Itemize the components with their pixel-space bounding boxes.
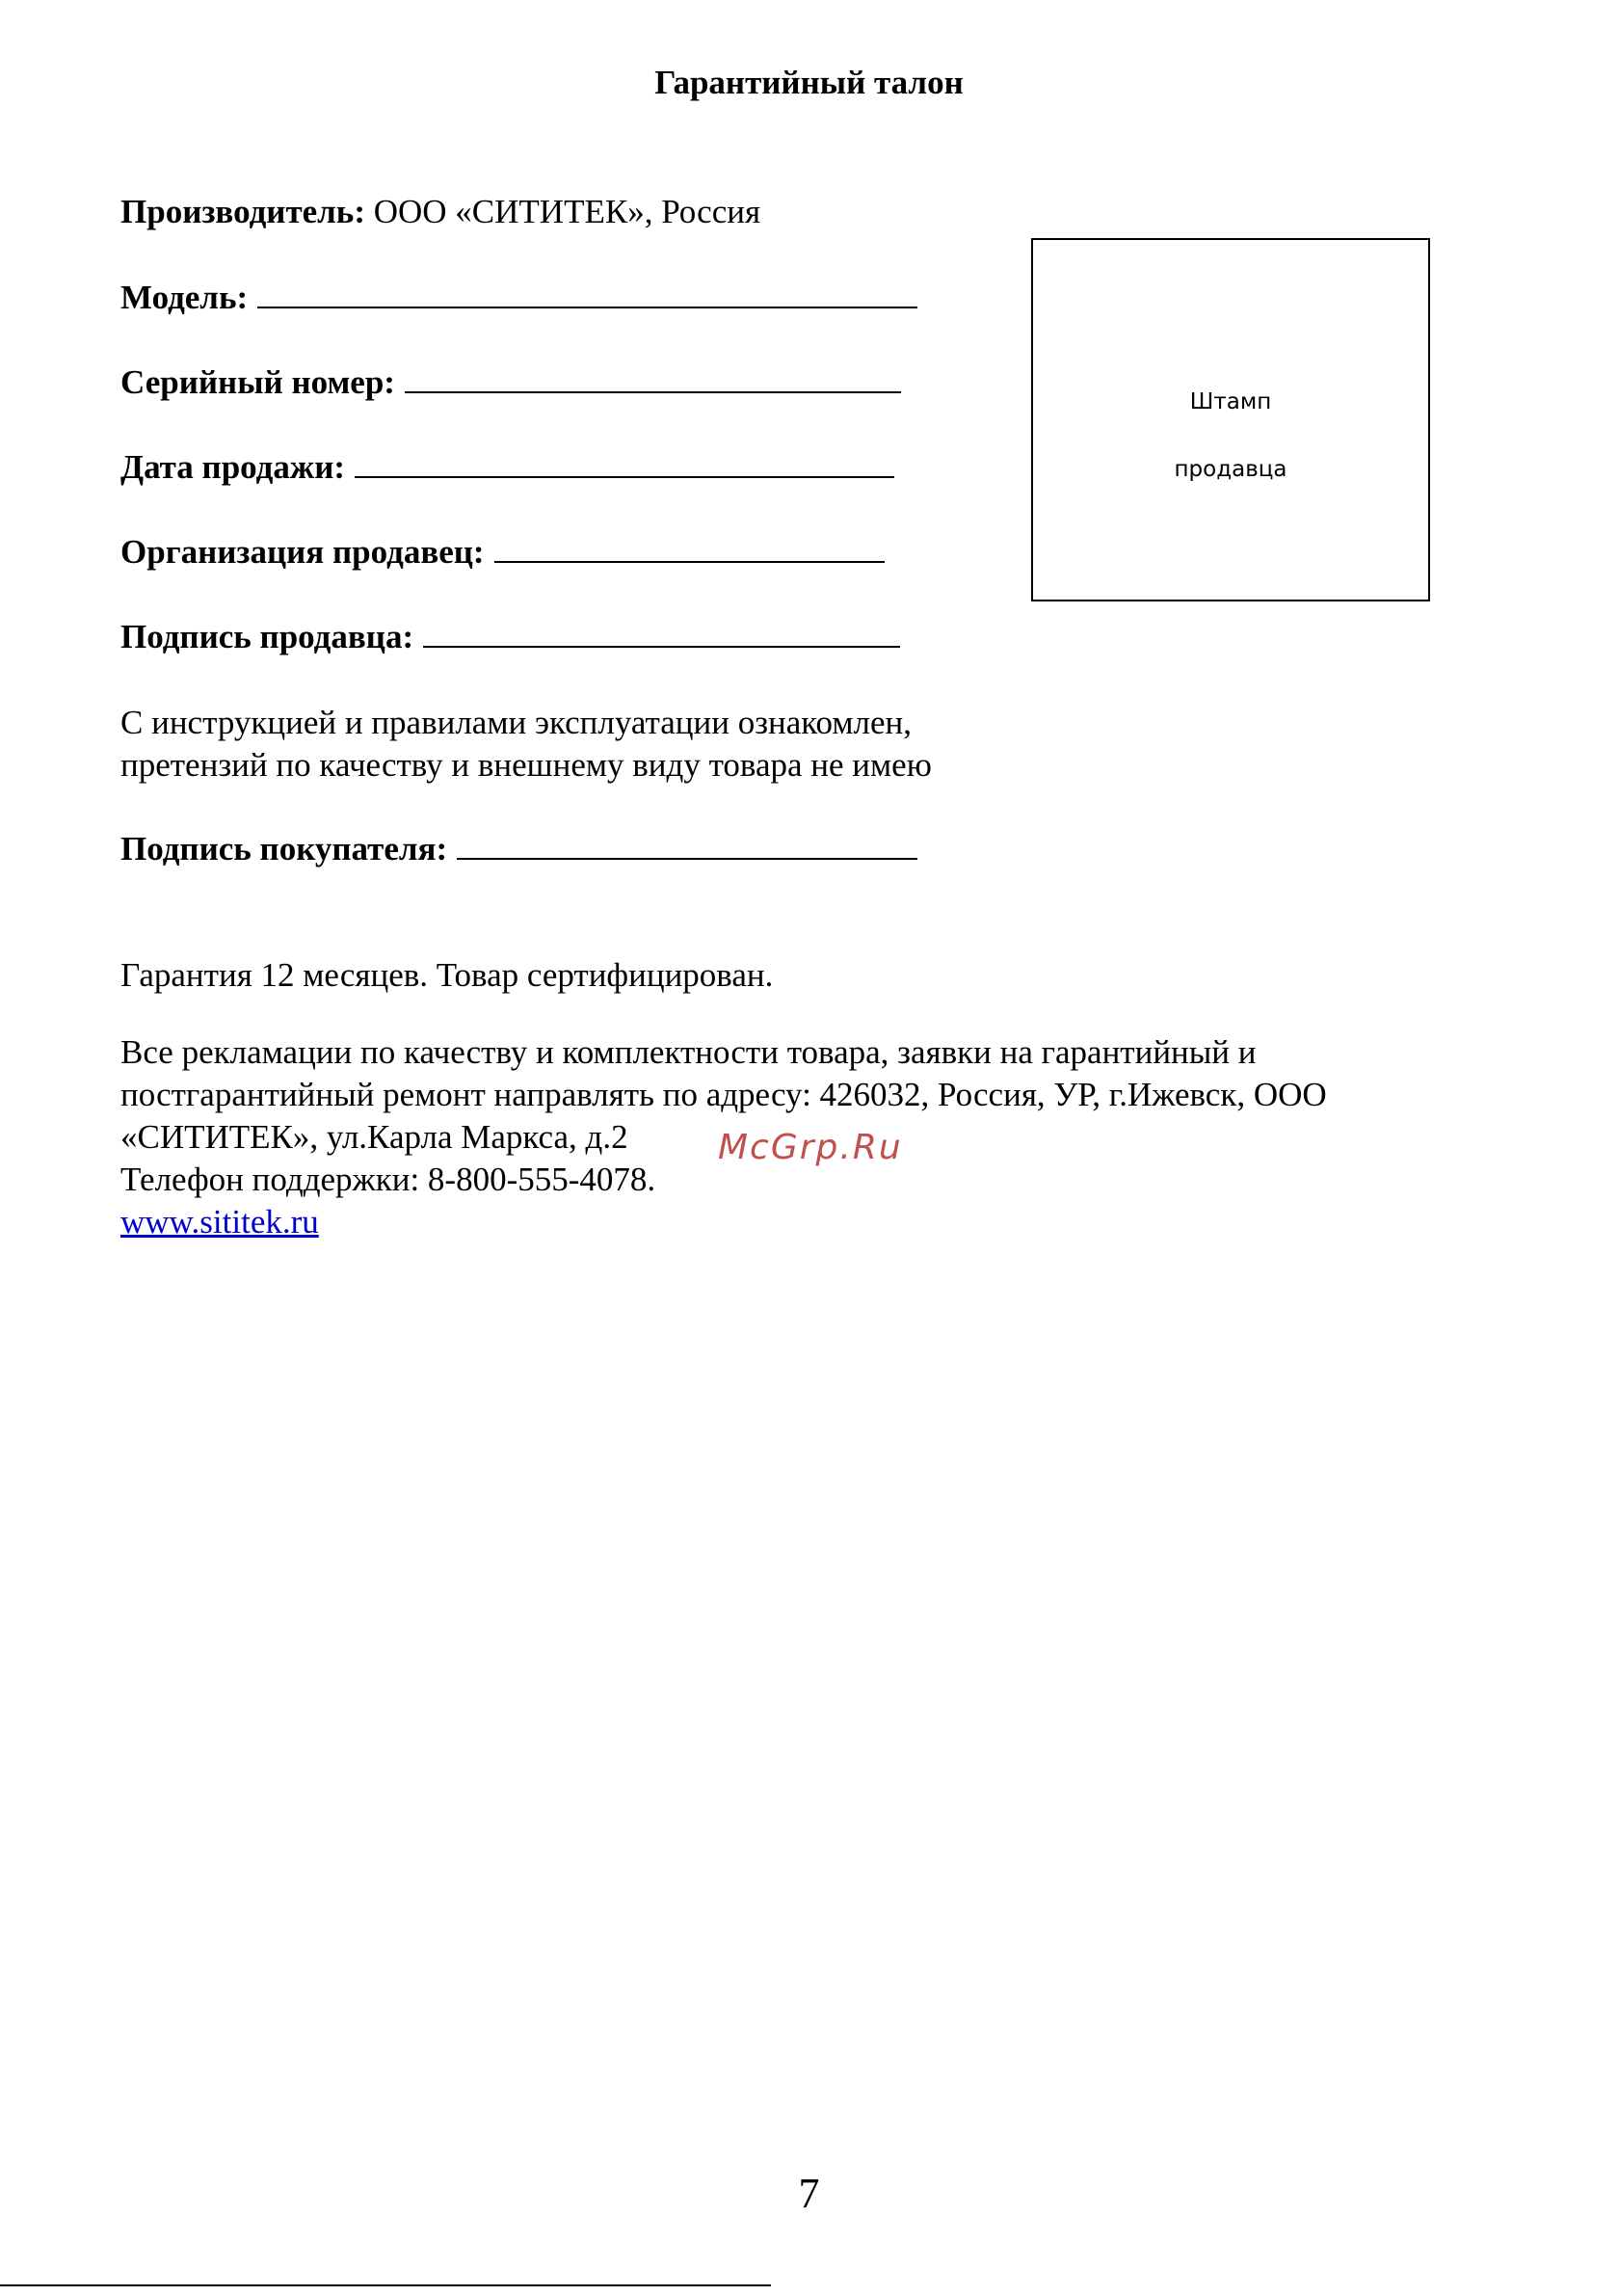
stamp-label-line2: продавца (1174, 457, 1287, 482)
warranty-text: Гарантия 12 месяцев. Товар сертифицирован. (120, 956, 774, 994)
seller-sign-row (120, 617, 900, 656)
seller-org-row (120, 532, 885, 572)
seller-stamp-box (1031, 238, 1430, 601)
sale-date-blank-line (355, 447, 894, 478)
seller-sign-blank-line (423, 617, 900, 648)
seller-sign-label: Подпись продавца: (120, 618, 414, 655)
manufacturer-value: ООО «СИТИТЕК», Россия (373, 193, 761, 230)
buyer-sign-blank-line (457, 829, 917, 860)
buyer-sign-label: Подпись покупателя: (120, 830, 448, 868)
sale-date-label: Дата продажи: (120, 448, 346, 486)
claims-line1: Все рекламации по качеству и комплектности товара, заявки на гарантийный и (120, 1033, 1257, 1071)
sale-date-row (120, 447, 894, 487)
buyer-sign-row (120, 829, 917, 868)
acknowledgement-line2: претензий по качеству и внешнему виду товара не имею (120, 746, 932, 784)
stamp-label-line1: Штамп (1189, 389, 1272, 414)
website-link[interactable]: www.sititek.ru (120, 1203, 319, 1241)
serial-label: Серийный номер: (120, 363, 395, 401)
model-row (120, 278, 917, 317)
page-number: 7 (798, 2170, 820, 2217)
footer-rule (0, 2284, 771, 2286)
claims-line2: постгарантийный ремонт направлять по адресу: 426032, Россия, УР, г.Ижевск, ООО (120, 1076, 1327, 1113)
manufacturer-row (120, 193, 760, 231)
model-label: Модель: (120, 279, 249, 316)
model-blank-line (257, 278, 917, 308)
serial-blank-line (405, 362, 901, 393)
seller-org-label: Организация продавец: (120, 533, 485, 571)
document-title: Гарантийный талон (654, 64, 964, 101)
claims-line3: «СИТИТЕК», ул.Карла Маркса, д.2 (120, 1118, 628, 1156)
support-phone: Телефон поддержки: 8-800-555-4078. (120, 1161, 656, 1198)
acknowledgement-line1: С инструкцией и правилами эксплуатации ознакомлен, (120, 704, 912, 741)
acknowledgement-text (120, 702, 932, 787)
seller-org-blank-line (494, 532, 885, 563)
watermark-text: McGrp.Ru (718, 1128, 903, 1167)
manufacturer-label: Производитель: (120, 193, 365, 230)
serial-row (120, 362, 901, 402)
